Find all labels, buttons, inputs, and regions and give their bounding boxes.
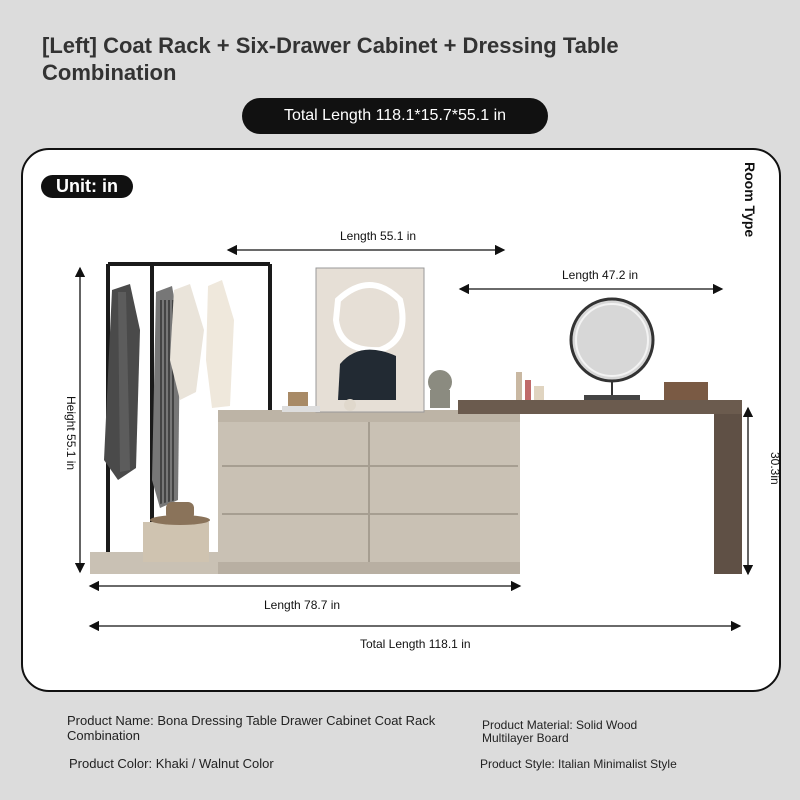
storage-box [143,522,209,562]
unit-badge: Unit: in [41,175,133,198]
dim-total-length: Total Length 118.1 in [360,637,471,651]
total-length-badge: Total Length 118.1*15.7*55.1 in [242,98,548,134]
dressing-table-leg [714,414,742,574]
page-title: [Left] Coat Rack + Six-Drawer Cabinet + Dressing Table Combination [42,33,619,85]
product-name: Product Name: Bona Dressing Table Drawer Cabinet Coat Rack Combination [67,713,436,743]
dim-desk-height: 30.3in [768,452,782,485]
cosmetic-set [664,382,708,400]
dim-height: Height 55.1 in [64,396,78,471]
product-style: Product Style: Italian Minimalist Style [480,757,677,771]
room-type-label: Room Type [742,162,758,238]
dim-top-length: Length 55.1 in [340,229,417,243]
dim-lower-length: Length 78.7 in [264,598,341,612]
hanging-clothes [104,280,234,508]
mug [288,392,308,408]
dressing-table-top [458,400,742,414]
dim-desk-length: Length 47.2 in [562,268,639,282]
product-material: Product Material: Solid Wood Multilayer Board [482,718,638,745]
product-color: Product Color: Khaki / Walnut Color [69,756,274,771]
round-mirror [571,299,653,381]
